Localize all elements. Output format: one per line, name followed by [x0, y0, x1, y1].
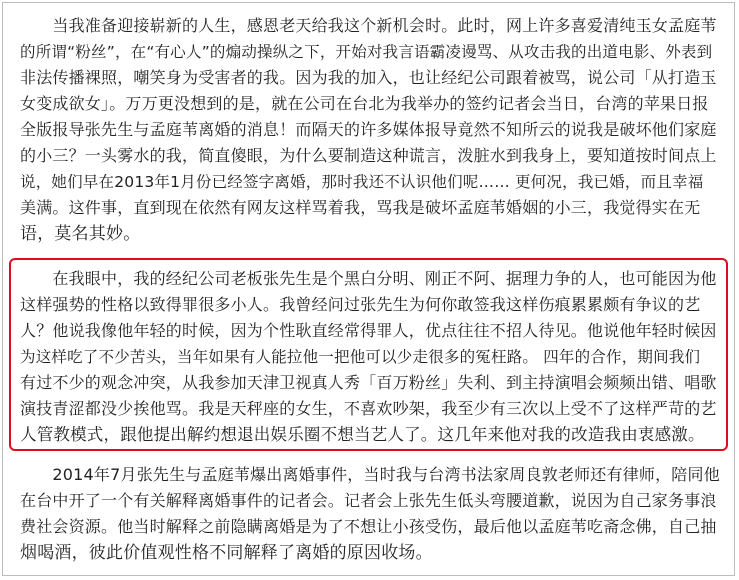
paragraph-line: 为这样吃了不少苦头，当年如果有人能拉他一把他可以少走很多的冤枉路。 四年的合作，期间我们 [20, 348, 701, 366]
paragraph-line: 语，莫名其妙。 [20, 224, 141, 244]
paragraph-line: 这样强势的性格以致得罪很多小人。我曾经问过张先生为何你敢签我这样伤痕累累颇有争议的艺 [20, 295, 701, 314]
paragraph-line: 在台中开了一个有关解释离婚事件的记者会。记者会上张先生低头弯腰道歉，说因为自己家务事浪 [20, 491, 717, 510]
paragraph-line: 人？他说我像他年轻的时候，因为个性耿直经常得罪人，优点往往不招人待见。他说他年轻时候因 [20, 321, 717, 340]
paragraph-2-highlighted [20, 266, 720, 448]
paragraph-line: 全版报导张先生与孟庭苇离婚的消息！而隔天的许多媒体报导竟然不知所云的说我是破坏他们家庭 [20, 120, 717, 139]
paragraph-1 [20, 13, 720, 247]
paragraph-line: 人管教模式，跟他提出解约想退出娱乐圈不想当艺人了。这几年来他对我的改造我由衷感激。 [20, 425, 705, 444]
paragraph-line: 美满。这件事，直到现在依然有网友这样骂着我，骂我是破坏孟庭苇婚姻的小三，我觉得实在无 [20, 198, 701, 217]
paragraph-line: 的所谓“粉丝”，在“有心人”的煽动操纵之下，开始对我言语霸凌谩骂、从攻击我的出道电影、外表到 [20, 43, 713, 61]
paragraph-3 [20, 462, 720, 566]
paragraph-line: 烟喝酒，彼此价值观性格不同解释了离婚的原因收场。 [20, 543, 433, 563]
paragraph-line: 费社会资源。他当时解释之前隐瞒离婚是为了不想让小孩受伤，最后他以孟庭苇吃斋念佛，自己抽 [20, 517, 717, 536]
paragraph-line: 有过不少的观念冲突，从我参加天津卫视真人秀「百万粉丝」失利、到主持演唱会频频出错、唱歌 [20, 373, 717, 392]
paragraph-line: 女变成欲女」。万万更没想到的是，就在公司在台北为我举办的签约记者会当日，台湾的苹果日报 [20, 94, 709, 113]
paragraph-line: 在我眼中，我的经纪公司老板张先生是个黑白分明、刚正不阿、据理力争的人，也可能因为他 [20, 269, 717, 288]
paragraph-line: 的小三？一头雾水的我，简直傻眼，为什么要制造这种谎言，泼脏水到我身上，要知道按时间点上 [20, 146, 717, 165]
paragraph-line: 非法传播裸照，嘲笑身为受害者的我。因为我的加入，也让经纪公司跟着被骂，说公司「从打造玉 [20, 68, 717, 87]
paragraph-line: 说，她们早在2013年1月份已经签字离婚，那时我还不认识他们呢…… 更何况，我已婚，而且幸福 [20, 173, 704, 191]
paragraph-line: 演技青涩都没少挨他骂。我是天秤座的女生，不喜欢吵架，我至少有三次以上受不了这样严苛的艺 [20, 399, 717, 418]
paragraph-line: 当我准备迎接崭新的人生，感恩老天给我这个新机会时。此时，网上许多喜爱清纯玉女孟庭苇 [20, 16, 717, 35]
paragraph-line: 2014年7月张先生与孟庭苇爆出离婚事件，当时我与台湾书法家周良敦老师还有律师，陪同他 [20, 465, 720, 484]
